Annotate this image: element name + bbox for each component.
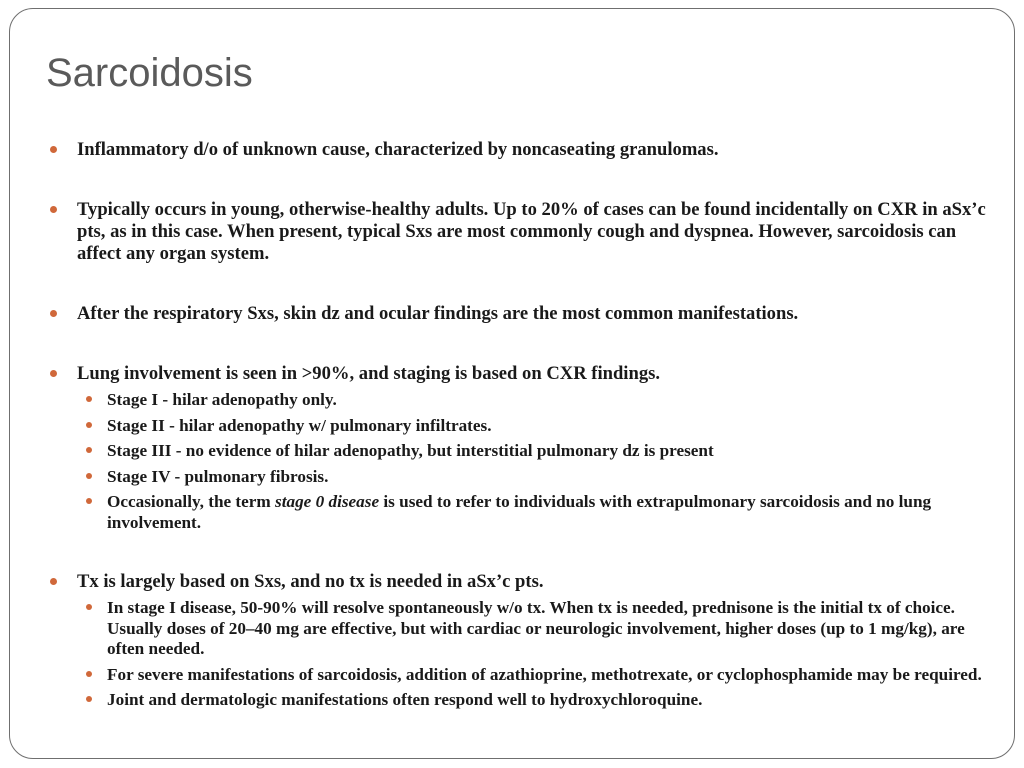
sub-bullet-stage-3 xyxy=(44,441,994,462)
sub-bullet-dot-icon xyxy=(86,498,92,504)
bullet-dot-icon xyxy=(50,370,57,377)
sub-bullet-dot-icon xyxy=(86,422,92,428)
bullet-dot-icon xyxy=(50,310,57,317)
bullet-lung-involvement xyxy=(44,363,994,385)
sub-bullet-dot-icon xyxy=(86,604,92,610)
bullet-text: Inflammatory d/o of unknown cause, characterized by noncaseating granulomas. xyxy=(77,139,719,160)
bullet-dot-icon xyxy=(50,578,57,585)
sub-bullet-severe-treatment xyxy=(44,665,994,686)
sub-bullet-text: In stage I disease, 50-90% will resolve spontaneously w/o tx. When tx is needed, prednisone is the initial tx of choice. Usually doses of 20–40 mg are effective, but with cardiac or neurologic involvement, higher doses (up to 1 mg/kg), are often needed. xyxy=(107,598,965,658)
slide-content xyxy=(44,139,994,711)
italic-term: stage 0 disease xyxy=(275,492,380,511)
bullet-definition xyxy=(44,139,994,161)
sub-bullet-text: Stage II - hilar adenopathy w/ pulmonary infiltrates. xyxy=(107,415,492,435)
sub-bullet-dot-icon xyxy=(86,671,92,677)
sub-bullet-text: For severe manifestations of sarcoidosis, addition of azathioprine, methotrexate, or cyclophosphamide may be required. xyxy=(107,664,982,684)
bullet-text: After the respiratory Sxs, skin dz and ocular findings are the most common manifestations. xyxy=(77,303,799,324)
bullet-text: Tx is largely based on Sxs, and no tx is needed in aSx’c pts. xyxy=(77,571,544,592)
bullet-text: Lung involvement is seen in >90%, and staging is based on CXR findings. xyxy=(77,363,660,384)
sub-bullet-stage-2 xyxy=(44,416,994,437)
sub-bullet-text: Stage III - no evidence of hilar adenopathy, but interstitial pulmonary dz is present xyxy=(107,441,714,460)
bullet-dot-icon xyxy=(50,206,57,213)
sub-bullet-text: Stage IV - pulmonary fibrosis. xyxy=(107,466,329,486)
sub-bullet-stage-1-treatment xyxy=(44,598,994,660)
bullet-dot-icon xyxy=(50,146,57,153)
sub-bullet-dot-icon xyxy=(86,473,92,479)
sub-bullet-joint-derm-treatment xyxy=(44,690,994,711)
sub-bullet-dot-icon xyxy=(86,447,92,453)
sub-bullet-stage-4 xyxy=(44,467,994,488)
sub-bullet-dot-icon xyxy=(86,396,92,402)
sub-bullet-text: Joint and dermatologic manifestations often respond well to hydroxychloroquine. xyxy=(107,690,703,709)
bullet-treatment xyxy=(44,571,994,593)
text-run: is used to refer to individuals with extrapulmonary sarcoidosis and no lung involvement. xyxy=(107,492,932,532)
bullet-manifestations xyxy=(44,303,994,325)
sub-bullet-dot-icon xyxy=(86,696,92,702)
sub-bullet-stage-1 xyxy=(44,390,994,411)
sub-bullet-text xyxy=(107,492,931,532)
slide xyxy=(9,8,1015,759)
sub-bullet-text: Stage I - hilar adenopathy only. xyxy=(107,390,337,409)
slide-title: Sarcoidosis xyxy=(46,51,253,95)
bullet-epidemiology xyxy=(44,199,994,265)
text-run: Occasionally, the term xyxy=(107,492,276,511)
bullet-text: Typically occurs in young, otherwise-healthy adults. Up to 20% of cases can be found incidentally on CXR in aSx’c pts, as in this case. When present, typical Sxs are most commonly cough and dyspnea. However, sarcoidosis can affect any organ system. xyxy=(77,199,986,264)
sub-bullet-stage-0 xyxy=(44,492,994,533)
